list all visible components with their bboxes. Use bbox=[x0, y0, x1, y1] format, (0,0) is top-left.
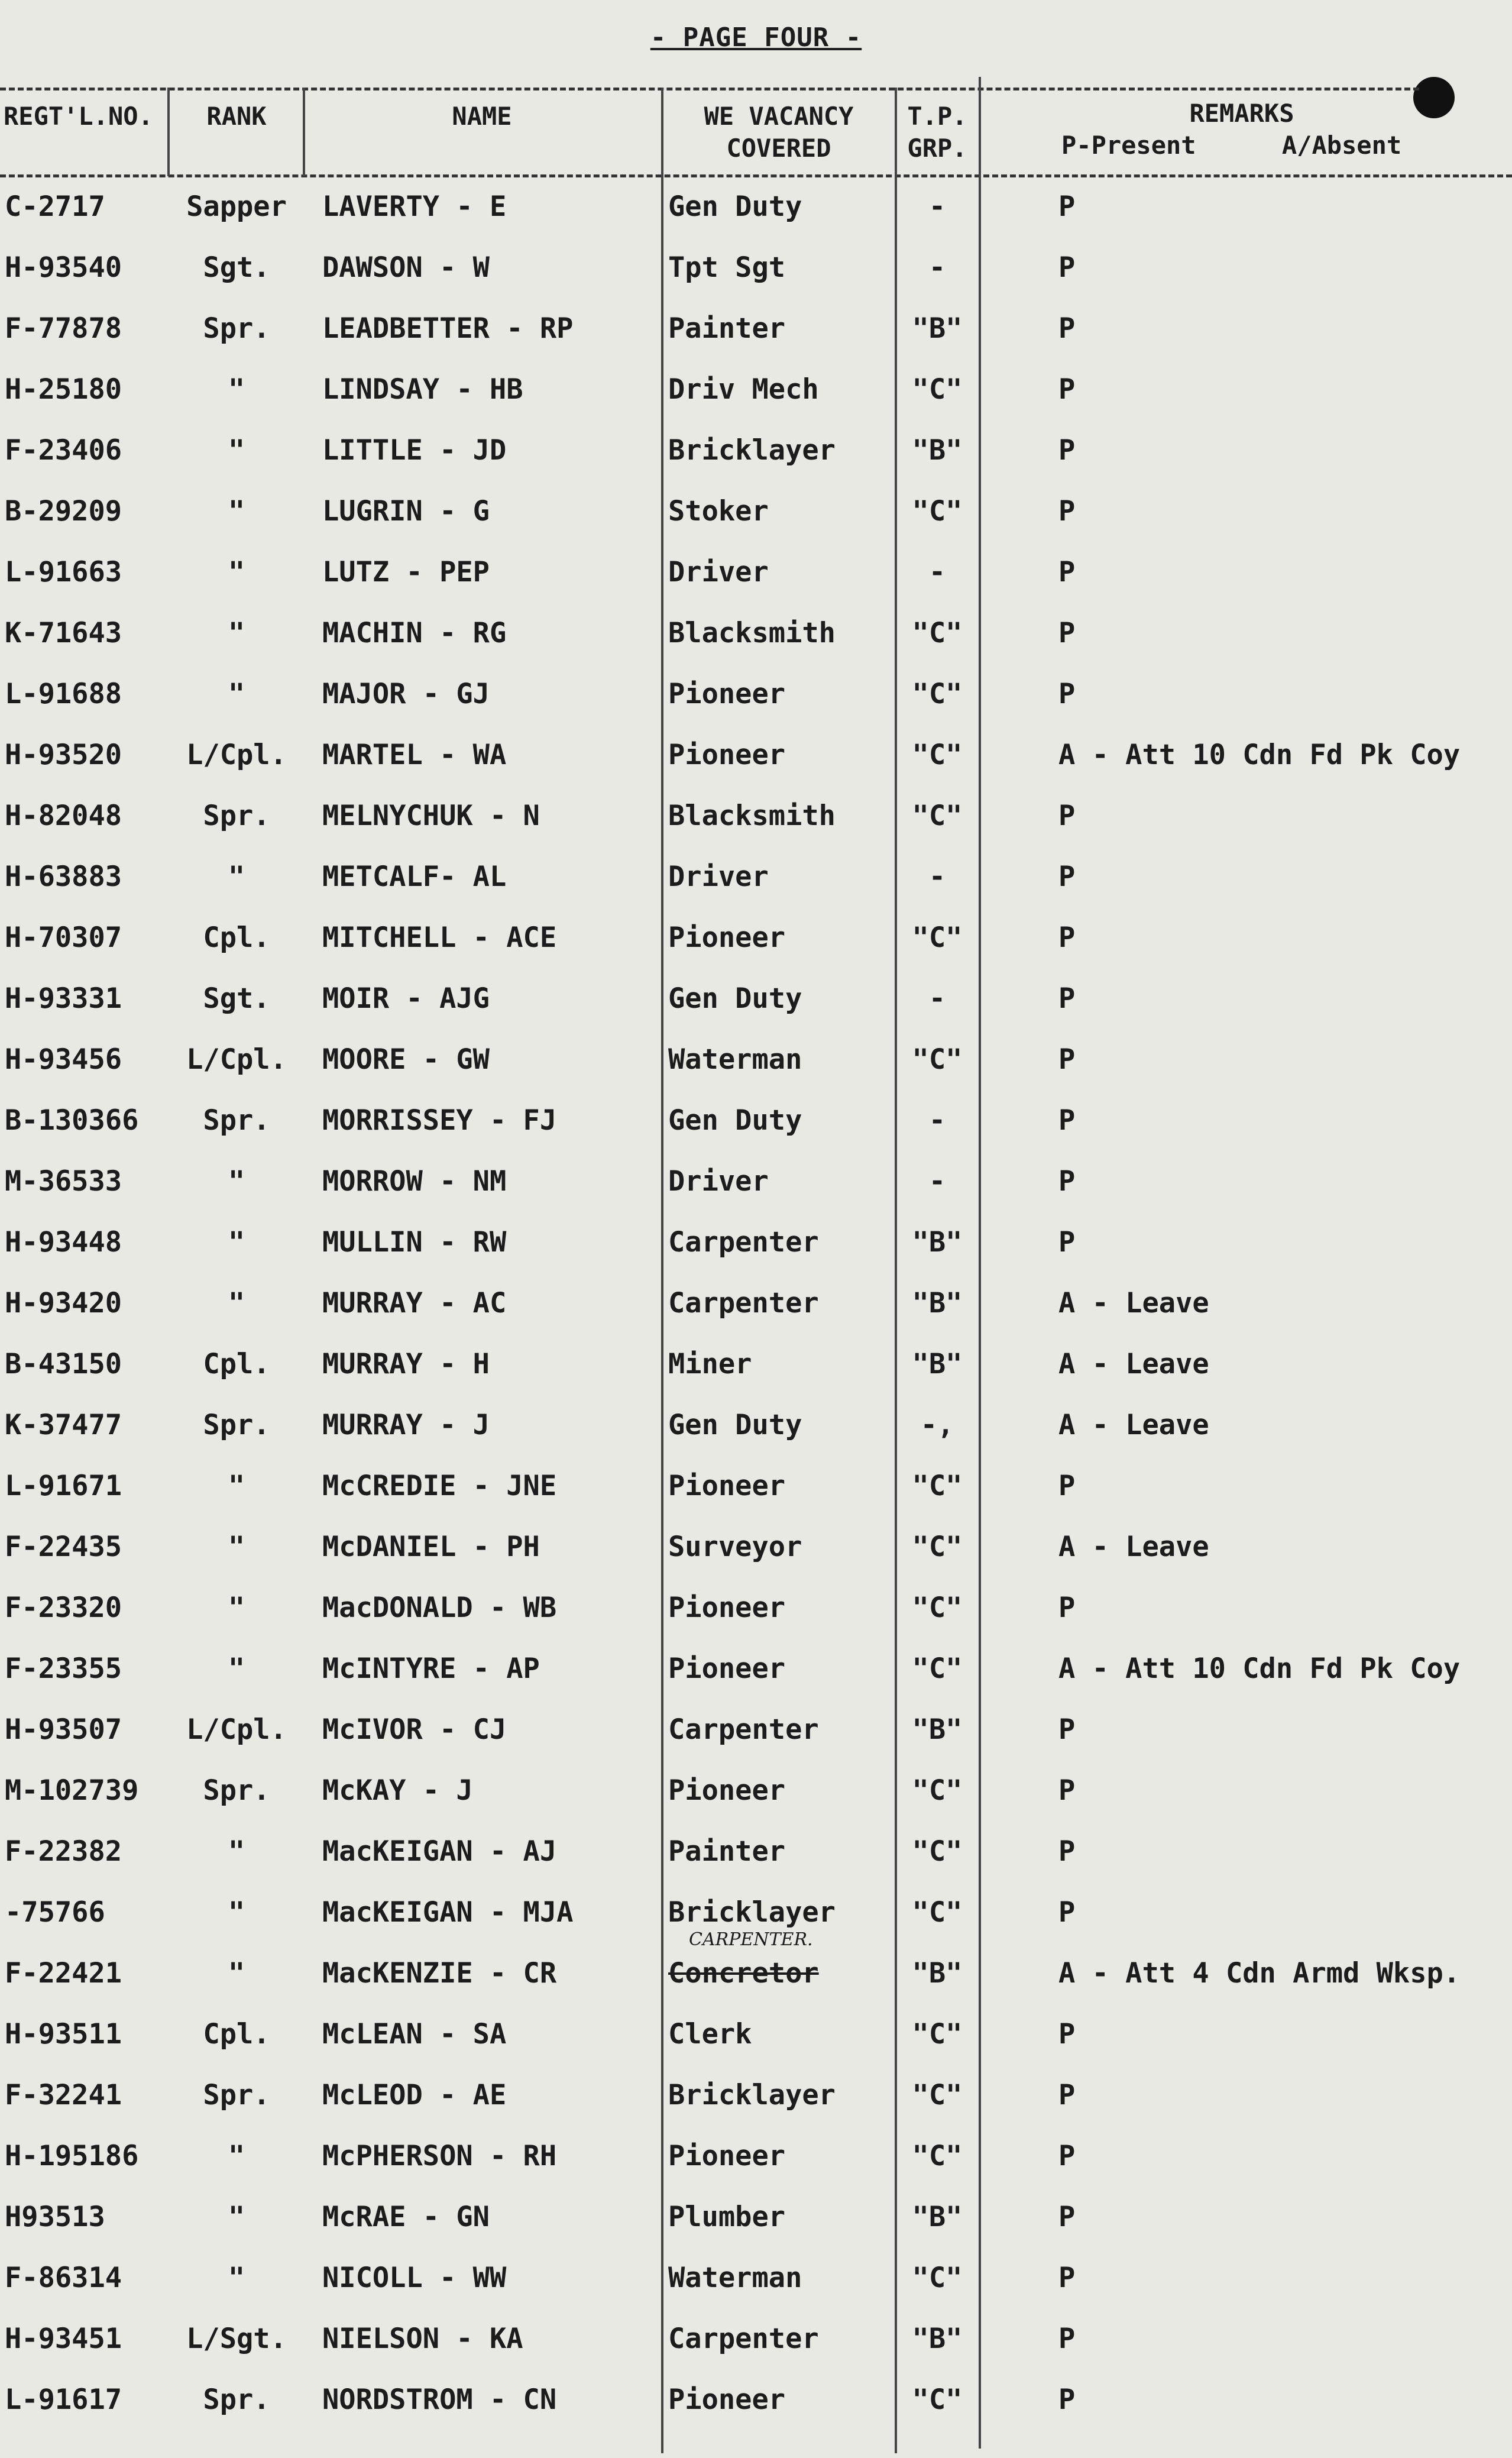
table-row bbox=[0, 1029, 1512, 1090]
header-regt-no: REGT'L.NO. bbox=[4, 102, 153, 131]
table-row bbox=[0, 2126, 1512, 2187]
remarks-cell: A - Att 4 Cdn Armd Wksp. bbox=[1058, 1957, 1461, 1990]
rank-cell: " bbox=[228, 495, 245, 528]
tp-grp-cell: "C" bbox=[912, 373, 963, 406]
name-cell: McKAY - J bbox=[322, 1774, 473, 1807]
we-vacancy-cell: Carpenter bbox=[668, 1287, 819, 1319]
we-vacancy-cell: Concretor bbox=[668, 1957, 819, 1990]
we-vacancy-cell: Tpt Sgt bbox=[668, 251, 786, 284]
regt-no-cell: H-93511 bbox=[5, 2018, 122, 2051]
name-cell: MORROW - NM bbox=[322, 1165, 507, 1198]
we-vacancy-cell: Pioneer bbox=[668, 739, 786, 771]
rank-cell: Sgt. bbox=[203, 982, 270, 1015]
table-row bbox=[0, 2065, 1512, 2126]
remarks-cell: P bbox=[1058, 921, 1076, 954]
regt-no-cell: C-2717 bbox=[5, 190, 105, 223]
remarks-cell: P bbox=[1058, 434, 1076, 467]
name-cell: McDANIEL - PH bbox=[322, 1531, 540, 1563]
regt-no-cell: H-93520 bbox=[5, 739, 122, 771]
table-row bbox=[0, 907, 1512, 968]
we-vacancy-cell: Clerk bbox=[668, 2018, 752, 2051]
tp-grp-cell: - bbox=[928, 251, 946, 284]
table-row bbox=[0, 1090, 1512, 1151]
table-row bbox=[0, 481, 1512, 542]
tp-grp-cell: "C" bbox=[912, 2262, 963, 2294]
name-cell: MURRAY - AC bbox=[322, 1287, 507, 1319]
name-cell: MacDONALD - WB bbox=[322, 1592, 557, 1624]
we-vacancy-cell: Gen Duty bbox=[668, 982, 802, 1015]
tp-grp-cell: - bbox=[928, 982, 946, 1015]
header-tp-grp: T.P. GRP. bbox=[907, 102, 967, 163]
we-vacancy-cell: Carpenter bbox=[668, 1226, 819, 1259]
regt-no-cell: H-93420 bbox=[5, 1287, 122, 1319]
name-cell: MacKEIGAN - AJ bbox=[322, 1835, 557, 1868]
we-vacancy-cell: Pioneer bbox=[668, 1592, 786, 1624]
header-name: NAME bbox=[452, 102, 512, 131]
remarks-cell: P bbox=[1058, 1226, 1076, 1259]
table-row bbox=[0, 785, 1512, 846]
rank-cell: " bbox=[228, 2140, 245, 2172]
regt-no-cell: L-91671 bbox=[5, 1470, 122, 1502]
name-cell: MacKEIGAN - MJA bbox=[322, 1896, 574, 1929]
remarks-cell: P bbox=[1058, 2201, 1076, 2233]
table-row bbox=[0, 664, 1512, 725]
tp-grp-cell: - bbox=[928, 1165, 946, 1198]
header-rank: RANK bbox=[206, 102, 267, 131]
we-vacancy-cell: Plumber bbox=[668, 2201, 786, 2233]
regt-no-cell: F-32241 bbox=[5, 2079, 122, 2111]
table-row bbox=[0, 1212, 1512, 1273]
remarks-cell: P bbox=[1058, 1043, 1076, 1076]
regt-no-cell: H-93456 bbox=[5, 1043, 122, 1076]
tp-grp-cell: "C" bbox=[912, 1531, 963, 1563]
we-vacancy-cell: Pioneer bbox=[668, 1470, 786, 1502]
we-vacancy-cell: Blacksmith bbox=[668, 617, 836, 649]
tp-grp-cell: - bbox=[928, 1104, 946, 1137]
rank-cell: " bbox=[228, 2201, 245, 2233]
remarks-cell: P bbox=[1058, 2018, 1076, 2051]
table-row bbox=[0, 725, 1512, 785]
regt-no-cell: B-130366 bbox=[5, 1104, 139, 1137]
regt-no-cell: F-23406 bbox=[5, 434, 122, 467]
name-cell: MORRISSEY - FJ bbox=[322, 1104, 557, 1137]
table-row bbox=[0, 1151, 1512, 1212]
remarks-cell: P bbox=[1058, 1713, 1076, 1746]
tp-grp-cell: "C" bbox=[912, 739, 963, 771]
name-cell: MAJOR - GJ bbox=[322, 678, 490, 710]
regt-no-cell: H-93448 bbox=[5, 1226, 122, 1259]
name-cell: LUGRIN - G bbox=[322, 495, 490, 528]
we-vacancy-cell: Pioneer bbox=[668, 1652, 786, 1685]
regt-no-cell: B-43150 bbox=[5, 1348, 122, 1380]
tp-grp-cell: "B" bbox=[912, 2323, 963, 2355]
we-vacancy-cell: Miner bbox=[668, 1348, 752, 1380]
name-cell: MacKENZIE - CR bbox=[322, 1957, 557, 1990]
header-we-vacancy: WE VACANCY COVERED bbox=[704, 102, 854, 163]
tp-grp-cell: "C" bbox=[912, 617, 963, 649]
remarks-cell: A - Att 10 Cdn Fd Pk Coy bbox=[1058, 739, 1461, 771]
remarks-cell: P bbox=[1058, 1592, 1076, 1624]
regt-no-cell: K-71643 bbox=[5, 617, 122, 649]
table-row bbox=[0, 298, 1512, 359]
rank-cell: Sapper bbox=[186, 190, 287, 223]
table-row bbox=[0, 2369, 1512, 2430]
we-vacancy-cell: Bricklayer bbox=[668, 1896, 836, 1929]
tp-grp-cell: "C" bbox=[912, 921, 963, 954]
name-cell: LUTZ - PEP bbox=[322, 556, 490, 588]
we-vacancy-cell: Pioneer bbox=[668, 678, 786, 710]
regt-no-cell: L-91688 bbox=[5, 678, 122, 710]
rank-cell: " bbox=[228, 678, 245, 710]
tp-grp-cell: "C" bbox=[912, 1652, 963, 1685]
remarks-cell: P bbox=[1058, 1165, 1076, 1198]
remarks-cell: A - Leave bbox=[1058, 1409, 1209, 1441]
we-vacancy-cell: Waterman bbox=[668, 1043, 802, 1076]
handwritten-correction: CARPENTER. bbox=[689, 1929, 813, 1950]
name-cell: McPHERSON - RH bbox=[322, 2140, 557, 2172]
name-cell: NICOLL - WW bbox=[322, 2262, 507, 2294]
tp-grp-cell: "B" bbox=[912, 312, 963, 345]
tp-grp-cell: "C" bbox=[912, 800, 963, 832]
name-cell: METCALF- AL bbox=[322, 861, 507, 893]
table-row bbox=[0, 2247, 1512, 2308]
name-cell: MACHIN - RG bbox=[322, 617, 507, 649]
name-cell: MITCHELL - ACE bbox=[322, 921, 557, 954]
we-vacancy-cell: Waterman bbox=[668, 2262, 802, 2294]
tp-grp-cell: "C" bbox=[912, 1896, 963, 1929]
we-vacancy-cell: Pioneer bbox=[668, 2140, 786, 2172]
regt-no-cell: F-23320 bbox=[5, 1592, 122, 1624]
tp-grp-cell: - bbox=[928, 190, 946, 223]
remarks-cell: P bbox=[1058, 2262, 1076, 2294]
table-row bbox=[0, 1456, 1512, 1516]
name-cell: McLEOD - AE bbox=[322, 2079, 507, 2111]
we-vacancy-cell: Surveyor bbox=[668, 1531, 802, 1563]
we-vacancy-cell: Pioneer bbox=[668, 921, 786, 954]
name-cell: NIELSON - KA bbox=[322, 2323, 523, 2355]
rank-cell: Spr. bbox=[203, 800, 270, 832]
table-row bbox=[0, 237, 1512, 298]
remarks-cell: P bbox=[1058, 373, 1076, 406]
rank-cell: " bbox=[228, 556, 245, 588]
table-row bbox=[0, 1334, 1512, 1395]
tp-grp-cell: "B" bbox=[912, 434, 963, 467]
rank-cell: " bbox=[228, 1287, 245, 1319]
regt-no-cell: F-86314 bbox=[5, 2262, 122, 2294]
regt-no-cell: K-37477 bbox=[5, 1409, 122, 1441]
we-vacancy-cell: Carpenter bbox=[668, 2323, 819, 2355]
tp-grp-cell: "B" bbox=[912, 1348, 963, 1380]
tp-grp-cell: "C" bbox=[912, 2018, 963, 2051]
page-title: - PAGE FOUR - bbox=[650, 22, 862, 53]
tp-grp-cell: "C" bbox=[912, 495, 963, 528]
remarks-cell: P bbox=[1058, 617, 1076, 649]
rank-cell: Spr. bbox=[203, 2079, 270, 2111]
remarks-cell: P bbox=[1058, 861, 1076, 893]
we-vacancy-cell: Driv Mech bbox=[668, 373, 819, 406]
tp-grp-cell: "C" bbox=[912, 2383, 963, 2416]
absent-key: A/Absent bbox=[1281, 131, 1402, 160]
tp-grp-cell: "C" bbox=[912, 678, 963, 710]
rank-cell: " bbox=[228, 373, 245, 406]
rank-cell: " bbox=[228, 1896, 245, 1929]
table-row bbox=[0, 1516, 1512, 1577]
tp-grp-cell: "C" bbox=[912, 1470, 963, 1502]
we-vacancy-cell: Stoker bbox=[668, 495, 769, 528]
regt-no-cell: H-93507 bbox=[5, 1713, 122, 1746]
we-vacancy-cell: Driver bbox=[668, 861, 769, 893]
remarks-cell: P bbox=[1058, 1774, 1076, 1807]
tp-grp-cell: "C" bbox=[912, 1043, 963, 1076]
tp-grp-cell: "C" bbox=[912, 1592, 963, 1624]
table-row bbox=[0, 603, 1512, 664]
tp-grp-cell: "B" bbox=[912, 1957, 963, 1990]
regt-no-cell: H-82048 bbox=[5, 800, 122, 832]
remarks-cell: P bbox=[1058, 312, 1076, 345]
regt-no-cell: L-91663 bbox=[5, 556, 122, 588]
rank-cell: Spr. bbox=[203, 1409, 270, 1441]
we-vacancy-cell: Carpenter bbox=[668, 1713, 819, 1746]
rank-cell: Spr. bbox=[203, 312, 270, 345]
table-row bbox=[0, 1638, 1512, 1699]
table-row bbox=[0, 1577, 1512, 1638]
table-row bbox=[0, 359, 1512, 420]
rank-cell: Cpl. bbox=[203, 2018, 270, 2051]
name-cell: MULLIN - RW bbox=[322, 1226, 507, 1259]
name-cell: McLEAN - SA bbox=[322, 2018, 507, 2051]
name-cell: McIVOR - CJ bbox=[322, 1713, 507, 1746]
rank-cell: " bbox=[228, 1226, 245, 1259]
name-cell: MARTEL - WA bbox=[322, 739, 507, 771]
regt-no-cell: H-63883 bbox=[5, 861, 122, 893]
table-row bbox=[0, 1943, 1512, 2004]
name-cell: McRAE - GN bbox=[322, 2201, 490, 2233]
we-vacancy-cell: Painter bbox=[668, 312, 786, 345]
remarks-cell: P bbox=[1058, 2140, 1076, 2172]
tp-grp-cell: - bbox=[928, 556, 946, 588]
we-vacancy-cell: Gen Duty bbox=[668, 190, 802, 223]
we-vacancy-cell: Driver bbox=[668, 556, 769, 588]
remarks-cell: P bbox=[1058, 190, 1076, 223]
we-vacancy-cell: Pioneer bbox=[668, 2383, 786, 2416]
name-cell: MURRAY - H bbox=[322, 1348, 490, 1380]
remarks-cell: P bbox=[1058, 2079, 1076, 2111]
we-vacancy-cell: Gen Duty bbox=[668, 1409, 802, 1441]
we-vacancy-cell: Bricklayer bbox=[668, 434, 836, 467]
we-vacancy-cell: Bricklayer bbox=[668, 2079, 836, 2111]
rank-cell: L/Cpl. bbox=[186, 1043, 287, 1076]
regt-no-cell: M-36533 bbox=[5, 1165, 122, 1198]
remarks-cell: A - Leave bbox=[1058, 1287, 1209, 1319]
remarks-cell: P bbox=[1058, 1896, 1076, 1929]
rank-cell: L/Cpl. bbox=[186, 1713, 287, 1746]
rank-cell: " bbox=[228, 2262, 245, 2294]
table-row bbox=[0, 1760, 1512, 1821]
remarks-cell: A - Att 10 Cdn Fd Pk Coy bbox=[1058, 1652, 1461, 1685]
we-vacancy-cell: Painter bbox=[668, 1835, 786, 1868]
rank-cell: Spr. bbox=[203, 1774, 270, 1807]
table-row bbox=[0, 968, 1512, 1029]
regt-no-cell: H-93331 bbox=[5, 982, 122, 1015]
table-row bbox=[0, 1821, 1512, 1882]
name-cell: MELNYCHUK - N bbox=[322, 800, 540, 832]
table-row bbox=[0, 1699, 1512, 1760]
rank-cell: " bbox=[228, 1835, 245, 1868]
table-row bbox=[0, 2004, 1512, 2065]
remarks-cell: P bbox=[1058, 1470, 1076, 1502]
rank-cell: " bbox=[228, 617, 245, 649]
remarks-cell: P bbox=[1058, 982, 1076, 1015]
name-cell: MOORE - GW bbox=[322, 1043, 490, 1076]
regt-no-cell: H-93540 bbox=[5, 251, 122, 284]
rank-cell: " bbox=[228, 1592, 245, 1624]
we-vacancy-cell: Pioneer bbox=[668, 1774, 786, 1807]
remarks-cell: A - Leave bbox=[1058, 1348, 1209, 1380]
name-cell: DAWSON - W bbox=[322, 251, 490, 284]
table-row bbox=[0, 1273, 1512, 1334]
regt-no-cell: H93513 bbox=[5, 2201, 105, 2233]
rank-cell: L/Sgt. bbox=[186, 2323, 287, 2355]
remarks-cell: P bbox=[1058, 251, 1076, 284]
tp-grp-cell: - bbox=[928, 861, 946, 893]
remarks-cell: P bbox=[1058, 2323, 1076, 2355]
tp-grp-cell: "B" bbox=[912, 1713, 963, 1746]
regt-no-cell: H-70307 bbox=[5, 921, 122, 954]
rank-cell: Cpl. bbox=[203, 921, 270, 954]
regt-no-cell: F-77878 bbox=[5, 312, 122, 345]
regt-no-cell: L-91617 bbox=[5, 2383, 122, 2416]
name-cell: NORDSTROM - CN bbox=[322, 2383, 557, 2416]
table-row bbox=[0, 420, 1512, 481]
rank-cell: Spr. bbox=[203, 2383, 270, 2416]
name-cell: McCREDIE - JNE bbox=[322, 1470, 557, 1502]
header-top-rule bbox=[0, 88, 1419, 90]
tp-grp-cell: "C" bbox=[912, 2079, 963, 2111]
regt-no-cell: H-93451 bbox=[5, 2323, 122, 2355]
regt-no-cell: B-29209 bbox=[5, 495, 122, 528]
tp-grp-cell: "B" bbox=[912, 1287, 963, 1319]
remarks-cell: P bbox=[1058, 556, 1076, 588]
name-cell: LINDSAY - HB bbox=[322, 373, 523, 406]
regt-no-cell: F-22421 bbox=[5, 1957, 122, 1990]
regt-no-cell: M-102739 bbox=[5, 1774, 139, 1807]
we-vacancy-cell: Blacksmith bbox=[668, 800, 836, 832]
remarks-cell: P bbox=[1058, 2383, 1076, 2416]
regt-no-cell: F-22382 bbox=[5, 1835, 122, 1868]
rank-cell: " bbox=[228, 1652, 245, 1685]
table-row bbox=[0, 542, 1512, 603]
table-row bbox=[0, 846, 1512, 907]
regt-no-cell: H-195186 bbox=[5, 2140, 139, 2172]
header-remarks: REMARKS P-Present A/Absent bbox=[1061, 99, 1402, 160]
rank-cell: " bbox=[228, 1957, 245, 1990]
regt-no-cell: F-22435 bbox=[5, 1531, 122, 1563]
rank-cell: Spr. bbox=[203, 1104, 270, 1137]
regt-no-cell: H-25180 bbox=[5, 373, 122, 406]
rank-cell: " bbox=[228, 1531, 245, 1563]
table-row bbox=[0, 2187, 1512, 2247]
remarks-cell: P bbox=[1058, 800, 1076, 832]
table-row bbox=[0, 1395, 1512, 1456]
name-cell: MURRAY - J bbox=[322, 1409, 490, 1441]
rank-cell: " bbox=[228, 1470, 245, 1502]
tp-grp-cell: "B" bbox=[912, 2201, 963, 2233]
name-cell: LAVERTY - E bbox=[322, 190, 507, 223]
rank-cell: " bbox=[228, 434, 245, 467]
remarks-cell: A - Leave bbox=[1058, 1531, 1209, 1563]
we-vacancy-cell: Driver bbox=[668, 1165, 769, 1198]
tp-grp-cell: "C" bbox=[912, 2140, 963, 2172]
name-cell: LITTLE - JD bbox=[322, 434, 507, 467]
we-vacancy-cell: Gen Duty bbox=[668, 1104, 802, 1137]
remarks-cell: P bbox=[1058, 1104, 1076, 1137]
name-cell: LEADBETTER - RP bbox=[322, 312, 574, 345]
remarks-cell: P bbox=[1058, 1835, 1076, 1868]
rank-cell: Cpl. bbox=[203, 1348, 270, 1380]
regt-no-cell: F-23355 bbox=[5, 1652, 122, 1685]
present-key: P-Present bbox=[1061, 131, 1196, 160]
table-row bbox=[0, 2308, 1512, 2369]
tp-grp-cell: "C" bbox=[912, 1835, 963, 1868]
regt-no-cell: -75766 bbox=[5, 1896, 105, 1929]
rank-cell: L/Cpl. bbox=[186, 739, 287, 771]
table-row bbox=[0, 176, 1512, 237]
tp-grp-cell: "B" bbox=[912, 1226, 963, 1259]
remarks-cell: P bbox=[1058, 678, 1076, 710]
tp-grp-cell: "C" bbox=[912, 1774, 963, 1807]
rank-cell: Sgt. bbox=[203, 251, 270, 284]
rank-cell: " bbox=[228, 861, 245, 893]
rank-cell: " bbox=[228, 1165, 245, 1198]
tp-grp-cell: -, bbox=[920, 1409, 954, 1441]
name-cell: MOIR - AJG bbox=[322, 982, 490, 1015]
name-cell: McINTYRE - AP bbox=[322, 1652, 540, 1685]
remarks-cell: P bbox=[1058, 495, 1076, 528]
